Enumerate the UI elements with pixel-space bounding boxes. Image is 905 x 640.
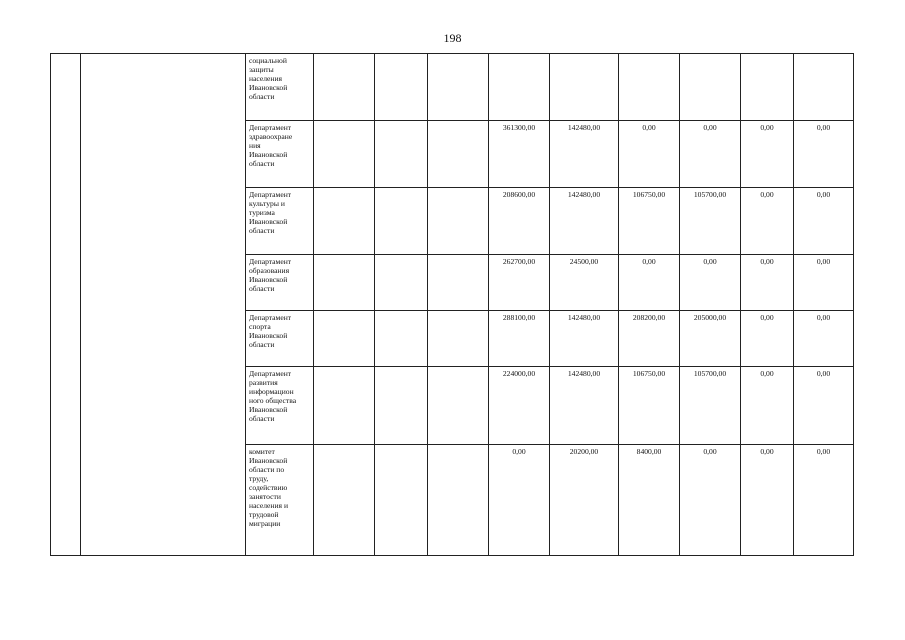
value-cell: [619, 54, 680, 121]
value-cell: [489, 54, 550, 121]
organization-line: области: [249, 414, 275, 423]
organization-line: информацион: [249, 387, 294, 396]
value-cell: 0,00: [619, 121, 680, 188]
value-cell: 0,00: [741, 188, 794, 255]
empty-cell: [375, 188, 428, 255]
value-cell: 105700,00: [680, 188, 741, 255]
empty-cell: [375, 121, 428, 188]
empty-cell: [375, 445, 428, 556]
value-cell: 224000,00: [489, 367, 550, 445]
table-body: [51, 54, 854, 556]
value-cell: 208200,00: [619, 311, 680, 367]
organization-line: образования: [249, 266, 290, 275]
empty-cell: [428, 255, 489, 311]
value-cell: 0,00: [794, 188, 854, 255]
organization-line: комитет: [249, 447, 275, 456]
value-cell: 208600,00: [489, 188, 550, 255]
value-cell: 0,00: [741, 367, 794, 445]
empty-cell: [428, 367, 489, 445]
value-cell: 142480,00: [550, 311, 619, 367]
value-cell: 0,00: [680, 445, 741, 556]
organization-line: социальной: [249, 56, 287, 65]
empty-cell: [314, 54, 375, 121]
organization-line: спорта: [249, 322, 271, 331]
organization-line: населения: [249, 74, 283, 83]
value-cell: 0,00: [741, 255, 794, 311]
empty-cell: [314, 188, 375, 255]
organization-cell: [246, 445, 314, 556]
empty-cell: [375, 255, 428, 311]
value-cell: 0,00: [794, 445, 854, 556]
organization-line: ного общества: [249, 396, 297, 405]
value-cell: 0,00: [680, 255, 741, 311]
value-cell: 288100,00: [489, 311, 550, 367]
empty-cell: [375, 54, 428, 121]
organization-line: Ивановской: [249, 83, 288, 92]
organization-line: области: [249, 226, 275, 235]
value-cell: 262700,00: [489, 255, 550, 311]
organization-line: Ивановской: [249, 456, 288, 465]
value-cell: 24500,00: [550, 255, 619, 311]
organization-line: Департамент: [249, 257, 292, 266]
organization-line: защиты: [249, 65, 274, 74]
value-cell: 105700,00: [680, 367, 741, 445]
empty-cell: [375, 367, 428, 445]
budget-table: [50, 53, 854, 556]
value-cell: [680, 54, 741, 121]
organization-cell: [246, 121, 314, 188]
organization-cell: [246, 367, 314, 445]
empty-cell: [314, 311, 375, 367]
organization-cell: [246, 188, 314, 255]
empty-cell: [314, 367, 375, 445]
value-cell: 106750,00: [619, 188, 680, 255]
organization-line: развития: [249, 378, 278, 387]
organization-line: Ивановской: [249, 331, 288, 340]
value-cell: 0,00: [794, 255, 854, 311]
organization-cell: [246, 54, 314, 121]
organization-line: занятости: [249, 492, 281, 501]
value-cell: 142480,00: [550, 121, 619, 188]
organization-line: Департамент: [249, 369, 292, 378]
value-cell: 106750,00: [619, 367, 680, 445]
empty-cell: [314, 121, 375, 188]
organization-cell: [246, 255, 314, 311]
organization-line: культуры и: [249, 199, 285, 208]
organization-line: Департамент: [249, 190, 292, 199]
value-cell: 0,00: [794, 311, 854, 367]
value-cell: [794, 54, 854, 121]
value-cell: 0,00: [794, 367, 854, 445]
value-cell: 0,00: [619, 255, 680, 311]
organization-line: Департамент: [249, 123, 292, 132]
empty-cell: [375, 311, 428, 367]
organization-cell: [246, 311, 314, 367]
value-cell: 0,00: [680, 121, 741, 188]
organization-line: Ивановской: [249, 150, 288, 159]
organization-line: содействию: [249, 483, 288, 492]
value-cell: 0,00: [741, 121, 794, 188]
value-cell: 361300,00: [489, 121, 550, 188]
organization-line: Ивановской: [249, 405, 288, 414]
empty-cell: [51, 54, 81, 556]
empty-cell: [81, 54, 246, 556]
value-cell: 0,00: [489, 445, 550, 556]
empty-cell: [428, 54, 489, 121]
organization-line: области: [249, 284, 275, 293]
value-cell: 142480,00: [550, 367, 619, 445]
empty-cell: [428, 311, 489, 367]
organization-line: области: [249, 159, 275, 168]
value-cell: [550, 54, 619, 121]
organization-line: населения и: [249, 501, 289, 510]
empty-cell: [428, 445, 489, 556]
value-cell: 8400,00: [619, 445, 680, 556]
organization-line: туризма: [249, 208, 275, 217]
organization-line: миграции: [249, 519, 281, 528]
organization-line: области: [249, 92, 275, 101]
organization-line: трудовой: [249, 510, 279, 519]
value-cell: 0,00: [794, 121, 854, 188]
value-cell: 20200,00: [550, 445, 619, 556]
organization-line: Ивановской: [249, 275, 288, 284]
value-cell: 0,00: [741, 311, 794, 367]
value-cell: [741, 54, 794, 121]
value-cell: 142480,00: [550, 188, 619, 255]
value-cell: 205000,00: [680, 311, 741, 367]
organization-line: ния: [249, 141, 261, 150]
organization-line: области по: [249, 465, 285, 474]
empty-cell: [314, 255, 375, 311]
organization-line: области: [249, 340, 275, 349]
empty-cell: [314, 445, 375, 556]
value-cell: 0,00: [741, 445, 794, 556]
organization-line: Департамент: [249, 313, 292, 322]
organization-line: Ивановской: [249, 217, 288, 226]
organization-line: труду,: [249, 474, 269, 483]
table-row: [51, 54, 854, 121]
organization-line: здравоохране: [249, 132, 293, 141]
empty-cell: [428, 188, 489, 255]
page-number: 198: [443, 31, 462, 45]
empty-cell: [428, 121, 489, 188]
